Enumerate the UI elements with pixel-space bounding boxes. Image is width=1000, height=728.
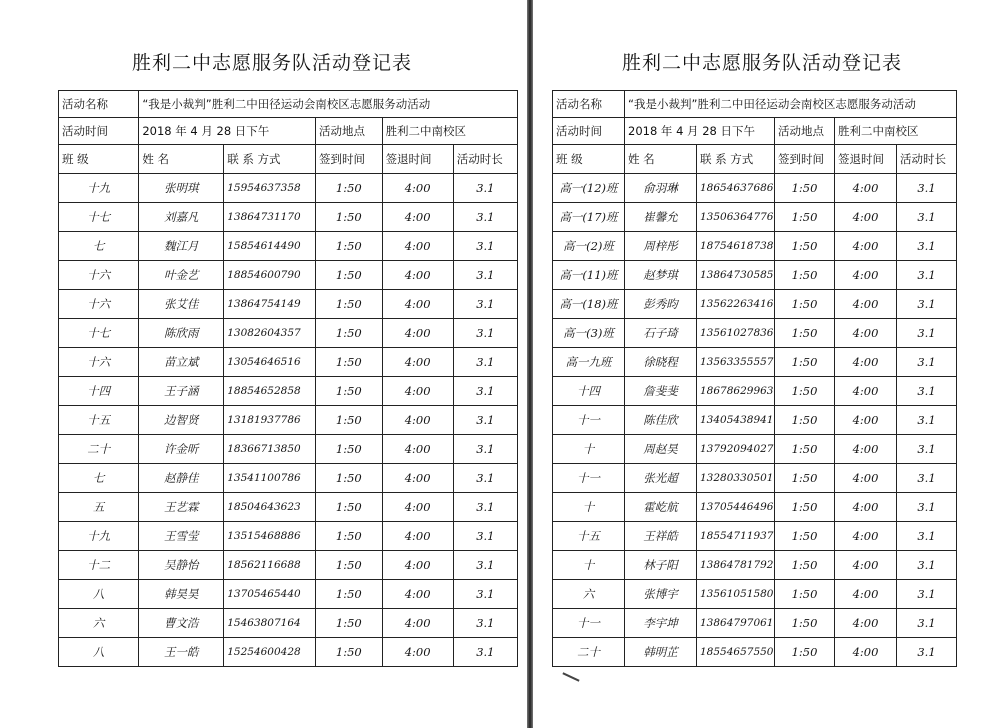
class-cell: 七 [59,464,139,493]
class-cell: 十一 [553,406,625,435]
class-cell: 十九 [59,174,139,203]
table-row [59,638,518,667]
activity-name-row [553,91,957,118]
sign-out-cell: 4:00 [835,638,897,667]
phone-cell: 13864731170 [224,203,316,232]
phone-cell: 13541100786 [224,464,316,493]
sign-in-cell: 1:50 [775,232,835,261]
table-row [553,377,957,406]
phone-cell: 13181937786 [224,406,316,435]
sign-in-cell: 1:50 [775,609,835,638]
table-row [59,580,518,609]
duration-cell: 3.1 [897,319,957,348]
phone-cell: 18654637686 [697,174,775,203]
class-cell: 六 [59,609,139,638]
name-cell: 彭秀昀 [625,290,697,319]
activity-name-row [59,91,518,118]
sign-out-cell: 4:00 [382,377,453,406]
sign-in-cell: 1:50 [316,580,383,609]
sign-out-cell: 4:00 [835,406,897,435]
activity-time-value: 2018 年 4 月 28 日下午 [139,118,316,145]
phone-cell: 13864754149 [224,290,316,319]
class-cell: 十六 [59,290,139,319]
column-header-row [59,145,518,174]
activity-name-value: “我是小裁判”胜利二中田径运动会南校区志愿服务动活动 [625,91,957,118]
sign-in-cell: 1:50 [316,522,383,551]
sign-in-cell: 1:50 [775,580,835,609]
phone-cell: 18554711937 [697,522,775,551]
phone-cell: 13515468886 [224,522,316,551]
name-cell: 李宇坤 [625,609,697,638]
class-cell: 八 [59,580,139,609]
duration-cell: 3.1 [453,348,517,377]
table-row [59,319,518,348]
activity-name-value: “我是小裁判”胜利二中田径运动会南校区志愿服务动活动 [139,91,518,118]
class-cell: 十一 [553,464,625,493]
phone-cell: 18854652858 [224,377,316,406]
class-cell: 十七 [59,203,139,232]
activity-place-label: 活动地点 [316,118,383,145]
header-name: 姓 名 [625,145,697,174]
sign-in-cell: 1:50 [775,493,835,522]
name-cell: 王子涵 [139,377,224,406]
header-class: 班 级 [553,145,625,174]
name-cell: 王艺霖 [139,493,224,522]
table-row [59,290,518,319]
sign-out-cell: 4:00 [835,493,897,522]
header-phone: 联 系 方式 [224,145,316,174]
sign-out-cell: 4:00 [382,609,453,638]
table-row [59,464,518,493]
name-cell: 张艾佳 [139,290,224,319]
name-cell: 张明琪 [139,174,224,203]
table-row [553,580,957,609]
name-cell: 王一皓 [139,638,224,667]
duration-cell: 3.1 [897,493,957,522]
name-cell: 张博宇 [625,580,697,609]
sign-in-cell: 1:50 [316,406,383,435]
table-row [553,551,957,580]
sign-out-cell: 4:00 [382,464,453,493]
left-registration-table [58,90,518,667]
sign-in-cell: 1:50 [775,464,835,493]
sign-out-cell: 4:00 [382,348,453,377]
sign-in-cell: 1:50 [775,638,835,667]
class-cell: 十 [553,435,625,464]
sign-in-cell: 1:50 [316,435,383,464]
table-row [59,435,518,464]
class-cell: 二十 [553,638,625,667]
sign-out-cell: 4:00 [382,580,453,609]
activity-name-label: 活动名称 [553,91,625,118]
duration-cell: 3.1 [897,464,957,493]
sign-out-cell: 4:00 [835,232,897,261]
class-cell: 高一(3)班 [553,319,625,348]
sign-in-cell: 1:50 [316,203,383,232]
sign-out-cell: 4:00 [382,522,453,551]
column-header-row [553,145,957,174]
sign-in-cell: 1:50 [316,232,383,261]
class-cell: 六 [553,580,625,609]
table-row [59,232,518,261]
duration-cell: 3.1 [453,203,517,232]
sign-in-cell: 1:50 [775,522,835,551]
sign-in-cell: 1:50 [316,261,383,290]
duration-cell: 3.1 [453,638,517,667]
table-row [553,348,957,377]
table-row [553,232,957,261]
class-cell: 十五 [553,522,625,551]
class-cell: 高一(18)班 [553,290,625,319]
sign-in-cell: 1:50 [316,348,383,377]
class-cell: 高一(17)班 [553,203,625,232]
table-row [59,261,518,290]
sign-out-cell: 4:00 [835,609,897,638]
duration-cell: 3.1 [897,580,957,609]
class-cell: 十四 [553,377,625,406]
header-phone: 联 系 方式 [697,145,775,174]
phone-cell: 15854614490 [224,232,316,261]
duration-cell: 3.1 [897,638,957,667]
activity-time-value: 2018 年 4 月 28 日下午 [625,118,775,145]
sign-out-cell: 4:00 [382,319,453,348]
table-row [553,203,957,232]
header-sign-in: 签到时间 [316,145,383,174]
duration-cell: 3.1 [453,232,517,261]
duration-cell: 3.1 [453,493,517,522]
sign-out-cell: 4:00 [382,174,453,203]
activity-time-label: 活动时间 [553,118,625,145]
table-row [59,493,518,522]
phone-cell: 13864781792 [697,551,775,580]
class-cell: 十九 [59,522,139,551]
sign-out-cell: 4:00 [835,377,897,406]
sign-in-cell: 1:50 [316,290,383,319]
name-cell: 陈佳欣 [625,406,697,435]
sign-in-cell: 1:50 [775,551,835,580]
duration-cell: 3.1 [453,609,517,638]
right-registration-table [552,90,957,667]
phone-cell: 18678629963 [697,377,775,406]
sign-out-cell: 4:00 [382,232,453,261]
table-row [59,348,518,377]
duration-cell: 3.1 [897,290,957,319]
duration-cell: 3.1 [897,232,957,261]
table-row [59,551,518,580]
sign-in-cell: 1:50 [316,551,383,580]
duration-cell: 3.1 [897,551,957,580]
name-cell: 边智贤 [139,406,224,435]
sign-out-cell: 4:00 [835,319,897,348]
name-cell: 刘嘉凡 [139,203,224,232]
sign-in-cell: 1:50 [775,290,835,319]
sign-out-cell: 4:00 [835,551,897,580]
class-cell: 十 [553,551,625,580]
sign-out-cell: 4:00 [835,464,897,493]
left-sheet-title: 胜利二中志愿服务队活动登记表 [132,52,413,74]
phone-cell: 13405438941 [697,406,775,435]
name-cell: 曹文浩 [139,609,224,638]
duration-cell: 3.1 [897,435,957,464]
sign-in-cell: 1:50 [316,609,383,638]
phone-cell: 13864797061 [697,609,775,638]
activity-time-row [553,118,957,145]
activity-place-value: 胜利二中南校区 [835,118,957,145]
table-row [553,464,957,493]
duration-cell: 3.1 [453,174,517,203]
name-cell: 詹斐斐 [625,377,697,406]
sign-in-cell: 1:50 [775,348,835,377]
table-row [59,203,518,232]
class-cell: 二十 [59,435,139,464]
phone-cell: 18504643623 [224,493,316,522]
name-cell: 张光超 [625,464,697,493]
header-sign-out: 签退时间 [382,145,453,174]
table-row [553,406,957,435]
sign-out-cell: 4:00 [382,493,453,522]
sign-out-cell: 4:00 [835,203,897,232]
header-sign-in: 签到时间 [775,145,835,174]
phone-cell: 13705446496 [697,493,775,522]
sign-out-cell: 4:00 [382,406,453,435]
name-cell: 徐晓程 [625,348,697,377]
duration-cell: 3.1 [897,174,957,203]
name-cell: 周赵昊 [625,435,697,464]
name-cell: 韩明芷 [625,638,697,667]
header-duration: 活动时长 [453,145,517,174]
name-cell: 林子阳 [625,551,697,580]
sign-in-cell: 1:50 [775,406,835,435]
name-cell: 崔馨允 [625,203,697,232]
sign-in-cell: 1:50 [316,174,383,203]
sign-out-cell: 4:00 [835,261,897,290]
phone-cell: 13506364776 [697,203,775,232]
class-cell: 十四 [59,377,139,406]
phone-cell: 13082604357 [224,319,316,348]
sign-in-cell: 1:50 [775,377,835,406]
duration-cell: 3.1 [897,522,957,551]
activity-time-label: 活动时间 [59,118,139,145]
phone-cell: 13792094027 [697,435,775,464]
class-cell: 十七 [59,319,139,348]
table-row [59,522,518,551]
sign-out-cell: 4:00 [382,551,453,580]
class-cell: 八 [59,638,139,667]
phone-cell: 13054646516 [224,348,316,377]
sign-in-cell: 1:50 [775,261,835,290]
name-cell: 王雪莹 [139,522,224,551]
name-cell: 魏江月 [139,232,224,261]
class-cell: 十六 [59,348,139,377]
sign-out-cell: 4:00 [835,290,897,319]
phone-cell: 13561027836 [697,319,775,348]
phone-cell: 18854600790 [224,261,316,290]
duration-cell: 3.1 [897,406,957,435]
table-row [59,609,518,638]
phone-cell: 15463807164 [224,609,316,638]
header-sign-out: 签退时间 [835,145,897,174]
phone-cell: 18754618738 [697,232,775,261]
phone-cell: 13864730585 [697,261,775,290]
table-row [553,493,957,522]
sign-out-cell: 4:00 [835,522,897,551]
table-row [553,435,957,464]
sign-in-cell: 1:50 [775,174,835,203]
sign-in-cell: 1:50 [316,464,383,493]
class-cell: 十五 [59,406,139,435]
table-row [553,522,957,551]
class-cell: 七 [59,232,139,261]
duration-cell: 3.1 [897,348,957,377]
sign-in-cell: 1:50 [316,319,383,348]
name-cell: 王祥皓 [625,522,697,551]
table-row [553,609,957,638]
table-row [59,174,518,203]
duration-cell: 3.1 [453,580,517,609]
duration-cell: 3.1 [897,261,957,290]
name-cell: 霍屹航 [625,493,697,522]
duration-cell: 3.1 [453,290,517,319]
sign-in-cell: 1:50 [316,638,383,667]
name-cell: 吴静怡 [139,551,224,580]
table-row [553,174,957,203]
sign-out-cell: 4:00 [835,580,897,609]
class-cell: 高一(12)班 [553,174,625,203]
class-cell: 十一 [553,609,625,638]
name-cell: 俞羽琳 [625,174,697,203]
table-row [59,377,518,406]
phone-cell: 18562116688 [224,551,316,580]
sign-out-cell: 4:00 [835,435,897,464]
phone-cell: 13561051580 [697,580,775,609]
sign-in-cell: 1:50 [775,435,835,464]
activity-place-label: 活动地点 [775,118,835,145]
header-duration: 活动时长 [897,145,957,174]
table-row [553,261,957,290]
phone-cell: 18554657550 [697,638,775,667]
sign-out-cell: 4:00 [382,638,453,667]
name-cell: 赵静佳 [139,464,224,493]
class-cell: 高一(2)班 [553,232,625,261]
table-row [553,290,957,319]
duration-cell: 3.1 [897,203,957,232]
sign-in-cell: 1:50 [316,493,383,522]
sign-out-cell: 4:00 [382,290,453,319]
sign-in-cell: 1:50 [775,203,835,232]
name-cell: 赵梦琪 [625,261,697,290]
phone-cell: 15954637358 [224,174,316,203]
sign-out-cell: 4:00 [382,435,453,464]
phone-cell: 15254600428 [224,638,316,667]
duration-cell: 3.1 [453,261,517,290]
activity-time-row [59,118,518,145]
right-sheet-title: 胜利二中志愿服务队活动登记表 [622,52,903,74]
name-cell: 陈欣雨 [139,319,224,348]
sign-in-cell: 1:50 [316,377,383,406]
table-row [59,406,518,435]
class-cell: 十二 [59,551,139,580]
name-cell: 许金昕 [139,435,224,464]
table-row [553,638,957,667]
header-name: 姓 名 [139,145,224,174]
phone-cell: 18366713850 [224,435,316,464]
name-cell: 韩昊昊 [139,580,224,609]
duration-cell: 3.1 [897,377,957,406]
phone-cell: 13280330501 [697,464,775,493]
duration-cell: 3.1 [453,377,517,406]
activity-place-value: 胜利二中南校区 [382,118,517,145]
class-cell: 五 [59,493,139,522]
sign-out-cell: 4:00 [382,203,453,232]
duration-cell: 3.1 [453,319,517,348]
phone-cell: 13563355557 [697,348,775,377]
name-cell: 叶金艺 [139,261,224,290]
phone-cell: 13705465440 [224,580,316,609]
duration-cell: 3.1 [453,435,517,464]
duration-cell: 3.1 [453,464,517,493]
sign-out-cell: 4:00 [835,348,897,377]
name-cell: 苗立斌 [139,348,224,377]
class-cell: 十 [553,493,625,522]
name-cell: 周梓彤 [625,232,697,261]
duration-cell: 3.1 [453,551,517,580]
sign-out-cell: 4:00 [382,261,453,290]
duration-cell: 3.1 [453,522,517,551]
sign-in-cell: 1:50 [775,319,835,348]
class-cell: 十六 [59,261,139,290]
table-row [553,319,957,348]
class-cell: 高一九班 [553,348,625,377]
header-class: 班 级 [59,145,139,174]
duration-cell: 3.1 [453,406,517,435]
duration-cell: 3.1 [897,609,957,638]
name-cell: 石子琦 [625,319,697,348]
phone-cell: 13562263416 [697,290,775,319]
sign-out-cell: 4:00 [835,174,897,203]
class-cell: 高一(11)班 [553,261,625,290]
activity-name-label: 活动名称 [59,91,139,118]
